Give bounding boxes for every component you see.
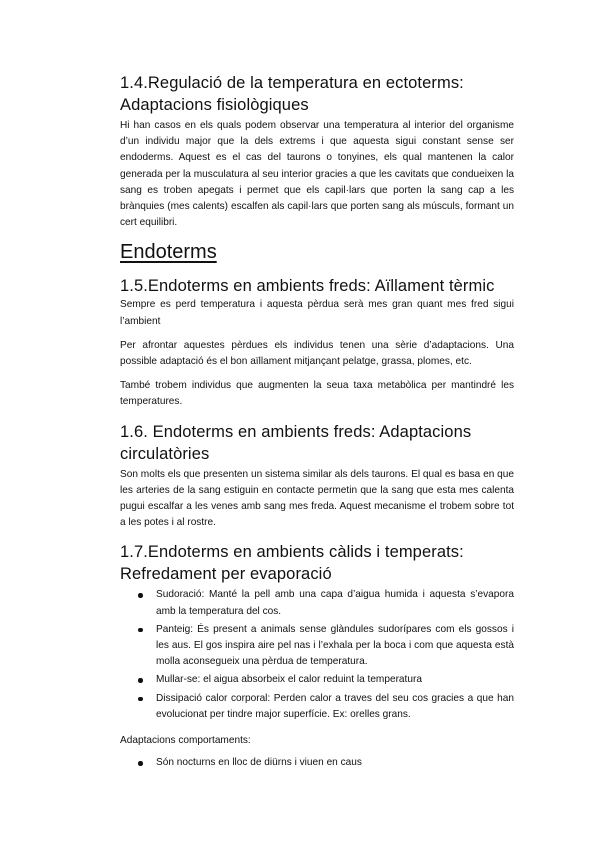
bullet-icon: [138, 678, 143, 683]
behaviour-list: [120, 755, 514, 771]
section-1-5-heading: 1.5.Endoterms en ambients freds: Aïllament tèrmic: [120, 277, 495, 296]
list-item-panteig: Panteig: És present a animals sense glàndules sudorípares com els gossos i les aus. El gos inspira aire pel nas i l’exhala per la boca i com que aquesta està molla aconsegueix una pèrdua de temperatura.: [156, 622, 514, 671]
behaviour-label: Adaptacions comportaments:: [120, 735, 251, 747]
section-1-7-heading-line1: 1.7.Endoterms en ambients càlids i temperats:: [120, 543, 464, 562]
section-1-6: [120, 421, 514, 532]
bullet-icon: [138, 761, 143, 766]
section-1-7: [120, 541, 514, 771]
section-1-4-heading-line2: Adaptacions fisiològiques: [120, 96, 309, 114]
section-1-6-paragraph: Son molts els que presenten un sistema similar als dels taurons. El qual es basa en que les arteries de la sang estiguin en contacte permetin que la sang que esta mes calenta pugui escalfar a les venes amb sang mes freda. Aquest mecanisme el trobem sobre tot a les potes i al rostre.: [120, 468, 514, 529]
page-content: [120, 72, 514, 781]
section-1-6-heading-line2: circulatòries: [120, 444, 210, 463]
bullet-icon: [138, 593, 143, 598]
list-item-nocturns: Són nocturns en lloc de diürns i viuen en caus: [156, 755, 514, 771]
section-1-4-heading-line1: 1.4.Regulació de la temperatura en ectoterms:: [120, 74, 464, 92]
section-1-5-paragraph-2: Per afrontar aquestes pèrdues els individus tenen una sèrie d’adaptacions. Una possible adaptació és el bon aïllament mitjançant pelatge, grassa, plomes, etc.: [120, 339, 514, 368]
section-1-7-list: [120, 587, 514, 723]
main-heading-endoterms: Endoterms: [120, 241, 217, 264]
section-1-7-heading-line2: Refredament per evaporació: [120, 565, 332, 584]
bullet-icon: [138, 697, 143, 702]
bullet-icon: [138, 628, 143, 633]
section-1-6-heading-line1: 1.6. Endoterms en ambients freds: Adaptacions: [120, 422, 472, 441]
section-1-5-paragraph-3: També trobem individus que augmenten la seua taxa metabòlica per mantindré les temperatures.: [120, 380, 514, 408]
section-1-4-paragraph: Hi han casos en els quals podem observar una temperatura al interior del organisme d’un individu major que la dels extrems i que aquesta sigui constant sense ser endoderms. Aquest es el cas del taurons o tonyines, els qual mantenen la calor generada per la musculatura al seu interior gracies a que les cavitats que condueixen la sang es troben apegats i permet que els capil·lars que porten la sang cap a les brànquies (mes calents) escalfen als capil·lars que porten sang als músculs, formant un cert equilibri.: [120, 120, 514, 229]
section-1-5-paragraph-1: Sempre es perd temperatura i aquesta pèrdua serà mes gran quant mes fred sigui l’ambient: [120, 299, 514, 327]
list-item-sudoracio: Sudoració: Manté la pell amb una capa d’aigua humida i aquesta s’evapora amb la temperatura del cos.: [156, 587, 514, 619]
list-item-mullar-se: Mullar-se: el aigua absorbeix el calor reduint la temperatura: [156, 672, 514, 688]
list-item-dissipacio: Dissipació calor corporal: Perden calor a traves del seu cos gracies a que han evolucionat per tindre major superfície. Ex: orelles grans.: [156, 691, 514, 723]
